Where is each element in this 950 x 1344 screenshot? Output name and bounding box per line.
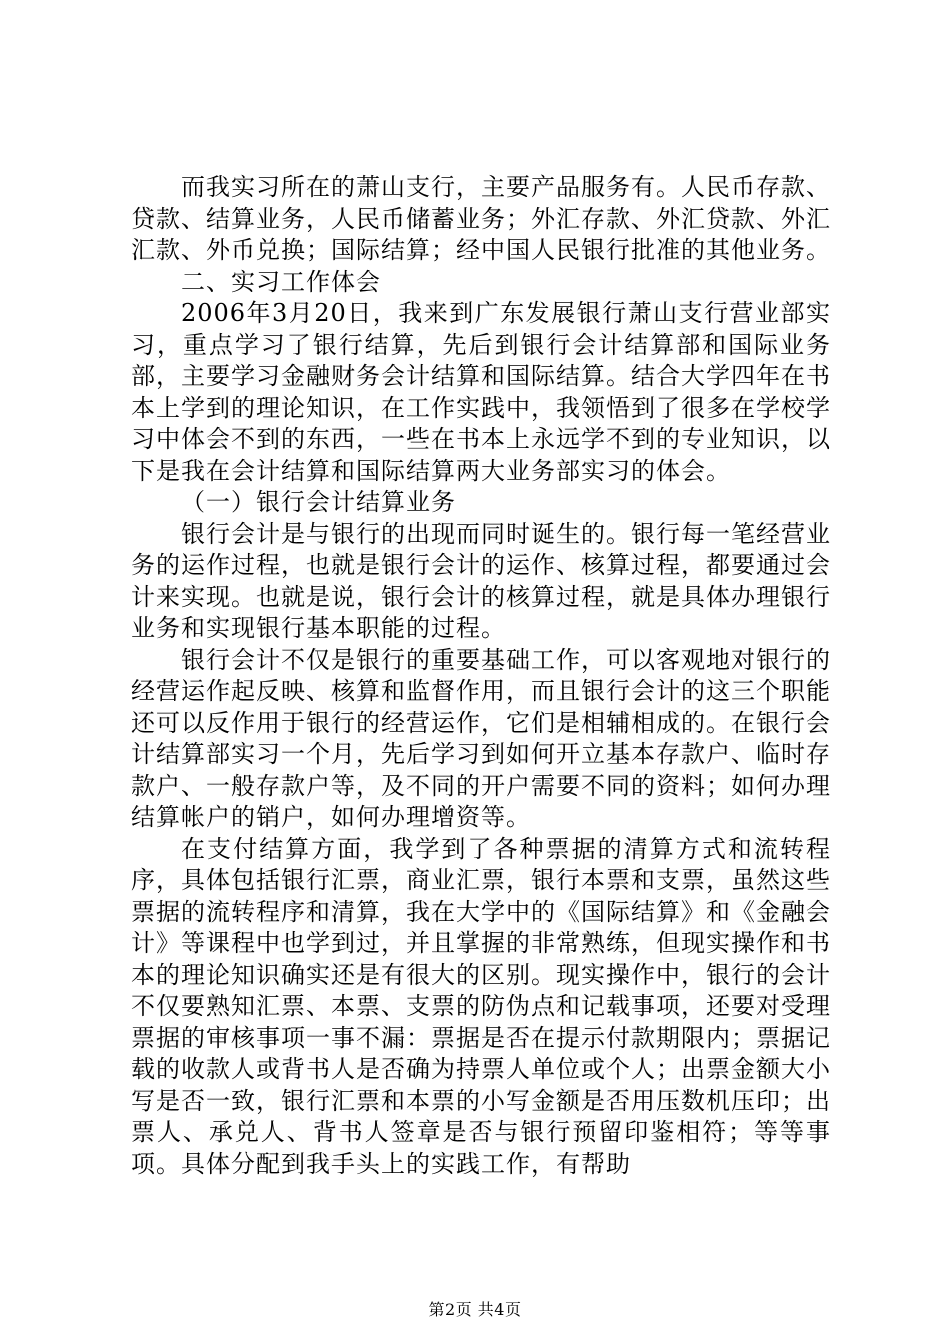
paragraph-payment-settlement: 在支付结算方面，我学到了各种票据的清算方式和流转程序，具体包括银行汇票，商业汇票，银行本票和支票，虽然这些票据的流转程序和清算，我在大学中的《国际结算》和《金融会计》等课程中也学到过，并且掌握的非常熟练，但现实操作和书本的理论知识确实还是有很大的区别。现实操作中，银行的会计不仅要熟知汇票、本票、支票的防伪点和记载事项，还要对受理票据的审核事项一事不漏：票据是否在提示付款期限内；票据记载的收款人或背书人是否确为持票人单位或个人；出票金额大小写是否一致，银行汇票和本票的小写金额是否用压数机压印；出票人、承兑人、背书人签章是否与银行预留印鉴相符；等等事项。具体分配到我手头上的实践工作，有帮助 [131, 834, 831, 1178]
paragraph-bank-accounting-functions: 银行会计不仅是银行的重要基础工作，可以客观地对银行的经营运作起反映、核算和监督作用，而且银行会计的这三个职能还可以反作用于银行的经营运作，它们是相辅相成的。在银行会计结算部实习一个月，先后学习到如何开立基本存款户、临时存款户、一般存款户等，及不同的开户需要不同的资料；如何办理结算帐户的销户，如何办理增资等。 [131, 645, 831, 831]
document-body [131, 172, 831, 1180]
paragraph-product-services: 而我实习所在的萧山支行，主要产品服务有。人民币存款、贷款、结算业务，人民币储蓄业务；外汇存款、外汇贷款、外汇汇款、外币兑换；国际结算；经中国人民银行批准的其他业务。 [131, 173, 831, 264]
paragraph-internship-intro: 2006年3月20日，我来到广东发展银行萧山支行营业部实习，重点学习了银行结算，先后到银行会计结算部和国际业务部，主要学习金融财务会计结算和国际结算。结合大学四年在书本上学到的理论知识，在工作实践中，我领悟到了很多在学校学习中体会不到的东西，一些在书本上永远学不到的专业知识，以下是我在会计结算和国际结算两大业务部实习的体会。 [131, 299, 831, 485]
page-footer: 第2页 共4页 [428, 1300, 522, 1319]
subsection-heading-bank-accounting: （一）银行会计结算业务 [181, 488, 456, 516]
paragraph-bank-accounting-origin: 银行会计是与银行的出现而同时诞生的。银行每一笔经营业务的运作过程，也就是银行会计的运作、核算过程，都要通过会计来实现。也就是说，银行会计的核算过程，就是具体办理银行业务和实现银行基本职能的过程。 [131, 519, 831, 642]
section-heading-internship-experience: 二、实习工作体会 [181, 267, 381, 296]
